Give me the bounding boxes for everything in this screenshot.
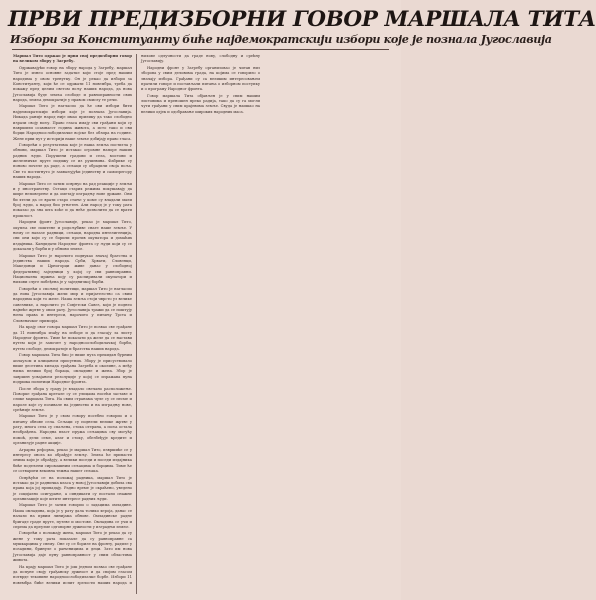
article-paragraph: Народни фронт Југославије, рекао је маршал Тито, окупља све поштене и родољубиве снаге наше земље. У њему се налазе радници, сељаци, народна интелигенција, сви они који су се борили против окупатора и домаћих издајника. Кандидати Народног фронта су људи који су се доказали у борби и у обнови земље. [13, 220, 132, 251]
article-paragraph: Маршал Тито је нарочито подвукао значај братства и јединства наших народа. Срби, Хрвати, Словенци, Македонци и Црногорци живе данас у слободној федеративној заједници у којој су сви равноправни. Национална мржња коју су распиривали окупатори и њихови слуге побеђена је у заједничкој борби. [13, 253, 132, 285]
article-paragraph: Маршал Тито је затим говорио о задацима омладине. Наша омладина, која је у рату дала толико хероја, данас се налази на првим линијама обнове. Омладинске радне бригаде граде пруге, путеве и мостове. Омладина се учи и спрема да преузме одговорне дужности у изградњи земље. [13, 503, 132, 529]
article-lead: Маршал Тито одржао је први свој предизборни говор на великом збору у Загребу. [13, 54, 132, 64]
article-paragraph: Маршал Тито је у свом говору посебно говорио и о питању обнове села. Сељаци су поднели велике жртве у рату, многа села су спаљена, стока отерана, а поља остала необрађена. Народна власт пружа сељацима сву могућу помоћ, дели семе, алат и стоку, обезбеђује кредите и организује радне акције. [13, 414, 132, 446]
article-paragraph: Народни фронт у Загребу организовао је читав низ зборова у свим деловима града, на којима се говорило о значају избора. Грађани су са великим интересовањем пратили говоре и постављали питања о изборном поступку и о програму Народног фронта. [141, 65, 260, 92]
article-paragraph: Говор маршала Тита објављен је у свим нашим листовима и преношен преко радија, тако да су га могли чути грађани у свим крајевима земље. Свуда је наишао на велики одјек и одобравање широких народних маса. [141, 93, 260, 114]
article-paragraph: На крају свог говора маршал Тито је позвао све грађане да 11 новембра изађу на изборе и да гласају за листу Народног фронта. Тиме ће показати да желе да се настави путем који је започет у народноослободилачкој борби, путем слободе, демократије и братства наших народа. [13, 325, 132, 351]
article-body [13, 54, 388, 594]
article-paragraph: Аграрна реформа, рекао је маршал Тито, извршиће се у интересу онога ко обрађује земљу. Земља ће припасти онима који је обрађују, а велики поседи и поседи издајника биће подељени сиромашним сељацима и борцима. Тиме ће се остварити вековна тежња нашег сељака. [13, 447, 132, 474]
article-paragraph: Говор маршала Тита био је више пута прекидан бурним аплаузом и клицањем присутних. Збору је присуствовало више десетина хиљада грађана Загреба и околине, а међу њима велики број бораца, омладине и жена. Збор је завршен усвајањем резолуције у којој се изражава пуна подршка политици Народног фронта. [13, 353, 132, 384]
article-paragraph: Осврћући се на положај радника, маршал Тито је истакао да је радничка класа у новој Југославији добила сва права која јој припадају. Радно време је скраћено, уведено је социјално осигурање, а синдикати су постали снажне организације које штите интересе радних људи. [13, 475, 132, 501]
article-paragraph: Говорећи о спољној политици, маршал Тито је нагласио да нова Југославија жели мир и пријатељство са свим народима који то желе. Наша земља стоји чврсто уз велике савезнике, а нарочито уз Совјетски Савез, који је поднео највеће жртве у овом рату. Југославија тражи да се поштују њена права и интереси, нарочито у питању Трста и Словеначког приморја. [13, 286, 132, 323]
subheadline: Избори за Конституанту биће најдемократскији избори које је познала Југославија [10, 32, 552, 46]
article-paragraph: На крају маршал Тито је још једном позвао све грађане да испуне своју грађанску дужност и да својим гласом потврде тековине народноослободилачке борбе. Избори 11 новембра биће велики испит зрелости наших народа и њихове одлучности да граде нову, слободну и срећну Југославију. [13, 54, 260, 585]
headline: ПРВИ ПРЕДИЗБОРНИ ГОВОР МАРШАЛА ТИТА [8, 7, 596, 32]
article-paragraph: Маршал Тито се затим осврнуо на рад реакције у земљи и у иностранству. Остаци старих режима покушавају да шире неповерење и да ометају изградњу нове државе. Они би хтели да се врати старо стање у коме су владали мали број људи, а народ био угњетен. Али народ је у току рата показао да зна шта хоће и да неће дозволити да се врати прошлост. [13, 181, 132, 218]
article-paragraph: Одржавајући говор на збору народа у Загребу, маршал Тито је изнео основне задатке који стоје пред нашим народима у овом тренутку. Он је рекао да избори за Конституанту, који ће се одржати 11 новембра, треба да покажу пред целим светом вољу наших народа, да нова Југославија буде земља слободе и равноправности свих народа, земља демократије у правом смислу те речи. [13, 65, 132, 102]
article-paragraph: Маршал Тито је нагласио да ће ови избори бити најдемократскији избори које је познала Југославија. Никада раније народ није имао прилику да тако слободно изрази своју вољу. Право гласа имају сви грађани који су навршили осамнаест година живота, а исто тако и сви борци Народноослободилачке војске без обзира на године. Жене први пут у историји наше земље добијају право гласа. [13, 104, 132, 141]
article-paragraph: После збора у граду је владало свечано расположење. Поворке грађана кретале су се улицама носећи заставе и слике маршала Тита. На свим странама чуле су се песме и пароле које су позивале на јединство и на изградњу нове, срећније земље. [13, 386, 132, 412]
article-paragraph: Говорећи о положају жена, маршал Тито је рекао да су жене у току рата показале да су равноправне са мушкарцима у свему. Оне су се бориле на фронту, радиле у позадини, бринуле о рањеницима и деци. Зато им нова Југославија даје пуну равноправност у свим областима живота. [13, 531, 132, 563]
header-divider [12, 49, 389, 50]
article-paragraph: Говорећи о резултатима које је наша земља постигла у обнови, маршал Тито је истакао огромне напоре наших радних људи. Порушени градови и села, мостови и железничке пруге подижу се из рушевина. Фабрике су поново почеле да раде, а сељаци су обрадили своја поља. Све то постигнуто је захваљујући јединству и самопрегору наших народа. [13, 143, 132, 180]
